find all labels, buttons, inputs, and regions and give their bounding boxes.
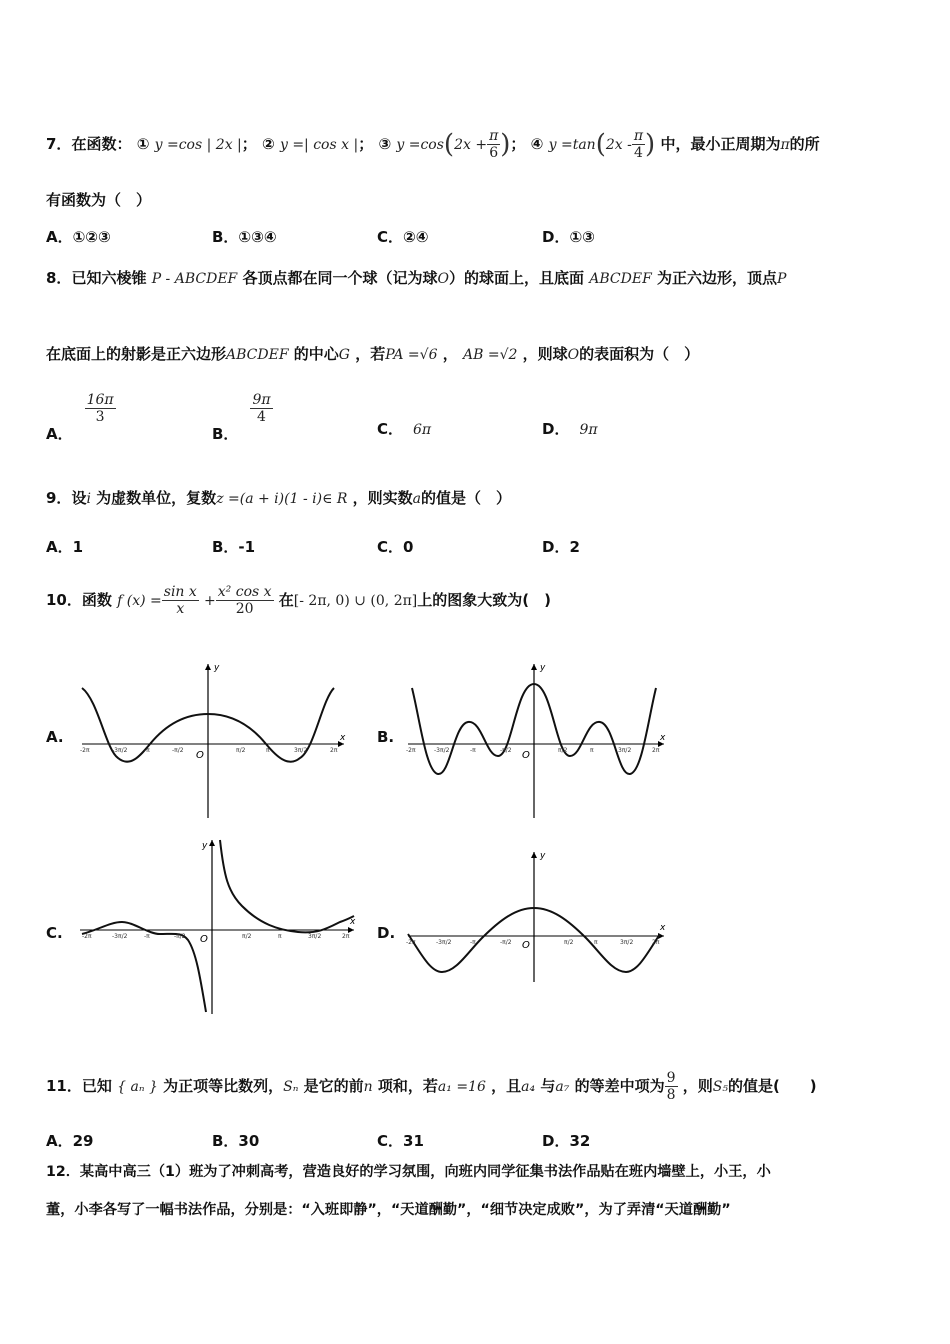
svg-text:π: π bbox=[590, 747, 594, 754]
svg-text:-π/2: -π/2 bbox=[500, 939, 512, 946]
q9-complex: z =(a + i)(1 - i)∈ R bbox=[216, 491, 348, 507]
q8-line1: 8．已知六棱锥 P - ABCDEF 各顶点都在同一个球（记为球O）的球面上，且底面 ABCDEF 为正六边形，顶点P bbox=[46, 269, 787, 287]
svg-text:-π: -π bbox=[144, 747, 150, 754]
svg-text:-π/2: -π/2 bbox=[172, 747, 184, 754]
q9-option-b[interactable]: B．-1 bbox=[212, 538, 256, 556]
q7-option-c[interactable]: C．②④ bbox=[377, 228, 429, 246]
q8-line2: 在底面上的射影是正六边形ABCDEF 的中心G ，若PA =√6 ， AB =√2 ，则球O的表面积为（ ） bbox=[46, 345, 700, 363]
svg-text:π/2: π/2 bbox=[236, 747, 246, 754]
q8-pyramid: P - ABCDEF bbox=[151, 271, 238, 287]
q9-line1: 9．设i 为虚数单位，复数z =(a + i)(1 - i)∈ R ，则实数a的值是（ ） bbox=[46, 489, 512, 507]
q12-line2: 董，小李各写了一幅书法作品，分别是：“入班即静”，“天道酬勤”，“细节决定成败”，为了弄清“天道酬勤” bbox=[46, 1202, 731, 1218]
svg-text:2π: 2π bbox=[652, 747, 660, 754]
q11-option-c[interactable]: C．31 bbox=[377, 1132, 424, 1150]
q9-option-a[interactable]: A．1 bbox=[46, 538, 84, 556]
svg-text:3π/2: 3π/2 bbox=[620, 939, 634, 946]
origin-label: O bbox=[522, 940, 530, 951]
svg-text:-π/2: -π/2 bbox=[174, 933, 186, 940]
svg-text:π/2: π/2 bbox=[558, 747, 568, 754]
svg-text:-3π/2: -3π/2 bbox=[112, 747, 128, 754]
q10-option-c[interactable]: C. bbox=[46, 924, 63, 942]
q7-func4: y =tan(2x - $\frac{\pi}{4}$ ) bbox=[548, 128, 656, 161]
q8-option-a[interactable]: A． $\frac{16\pi}{3}$ bbox=[46, 392, 114, 443]
y-axis-label: y bbox=[214, 663, 220, 673]
svg-text:π: π bbox=[266, 747, 270, 754]
x-axis-label: x bbox=[340, 733, 346, 743]
q9-option-c[interactable]: C．0 bbox=[377, 538, 414, 556]
q7-func1: y =cos | 2x | bbox=[154, 137, 242, 153]
q12-line1: 12．某高中高三（1）班为了冲刺高考，营造良好的学习氛围，向班内同学征集书法作品贴在班内墙壁上，小王，小 bbox=[46, 1164, 771, 1180]
svg-text:2π: 2π bbox=[342, 933, 350, 940]
svg-text:-2π: -2π bbox=[80, 747, 90, 754]
y-axis-label: y bbox=[540, 663, 546, 673]
q10-graph-d[interactable] bbox=[404, 848, 668, 984]
origin-label: O bbox=[522, 750, 530, 761]
svg-text:-3π/2: -3π/2 bbox=[434, 747, 450, 754]
svg-text:3π/2: 3π/2 bbox=[308, 933, 322, 940]
svg-text:2π: 2π bbox=[652, 939, 660, 946]
q10-graph-c[interactable] bbox=[78, 836, 358, 1016]
svg-text:-3π/2: -3π/2 bbox=[112, 933, 128, 940]
y-axis-label: y bbox=[540, 851, 546, 861]
svg-text:π: π bbox=[278, 933, 282, 940]
svg-text:-2π: -2π bbox=[406, 939, 416, 946]
q8-option-c[interactable]: C． 6π bbox=[377, 420, 432, 438]
q7-line1: 7．在函数： ① y =cos | 2x |； ② y =| cos x |； ③ y =cos(2x + $\frac{\pi}{6}$ )； ④ y =tan(2x - $\frac{\pi}{4}$ ) 中，最小正周期为π的所 bbox=[46, 128, 820, 161]
svg-text:π/2: π/2 bbox=[564, 939, 574, 946]
q8-option-b[interactable]: B． $\frac{9\pi}{4}$ bbox=[212, 392, 271, 443]
svg-text:-π/2: -π/2 bbox=[500, 747, 512, 754]
svg-text:-2π: -2π bbox=[406, 747, 416, 754]
q7-line2: 有函数为（ ） bbox=[46, 191, 152, 209]
q8-option-d[interactable]: D． 9π bbox=[542, 420, 598, 438]
svg-text:-π: -π bbox=[470, 747, 476, 754]
q9-option-d[interactable]: D．2 bbox=[542, 538, 580, 556]
svg-text:-2π: -2π bbox=[82, 933, 92, 940]
svg-text:3π/2: 3π/2 bbox=[618, 747, 632, 754]
q11-line1: 11．已知 { aₙ } 为正项等比数列，Sₙ 是它的前n 项和，若a₁ =16 ，且a₄ 与a₇ 的等差中项为 $\frac{9}{8}$ ，则S₅的值是( ) bbox=[46, 1070, 817, 1103]
svg-text:2π: 2π bbox=[330, 747, 338, 754]
x-axis-label: x bbox=[660, 733, 666, 743]
q7-func3: y =cos(2x + $\frac{\pi}{6}$ ) bbox=[396, 128, 511, 161]
svg-text:3π/2: 3π/2 bbox=[294, 747, 308, 754]
q10-graph-b[interactable] bbox=[404, 660, 668, 820]
svg-text:-π: -π bbox=[144, 933, 150, 940]
q7-option-a[interactable]: A．①②③ bbox=[46, 228, 111, 246]
q10-line1: 10．函数 f (x) = $\frac{\text{sin x}}{x}$ + $\frac{\text{x² cos x}}{20}$ 在[- 2π, 0) ∪ (0, 2π]上的图象大致为( ) bbox=[46, 584, 551, 617]
svg-text:π/2: π/2 bbox=[242, 933, 252, 940]
q7-func2: y =| cos x | bbox=[279, 137, 359, 153]
q10-graph-a[interactable] bbox=[78, 660, 348, 820]
svg-text:-3π/2: -3π/2 bbox=[436, 939, 452, 946]
q7-option-b[interactable]: B．①③④ bbox=[212, 228, 277, 246]
svg-text:-π: -π bbox=[470, 939, 476, 946]
svg-text:π: π bbox=[594, 939, 598, 946]
q11-option-d[interactable]: D．32 bbox=[542, 1132, 591, 1150]
q10-option-d[interactable]: D. bbox=[377, 924, 396, 942]
origin-label: O bbox=[196, 750, 204, 761]
q10-option-a[interactable]: A. bbox=[46, 728, 64, 746]
origin-label: O bbox=[200, 934, 208, 945]
q11-option-a[interactable]: A．29 bbox=[46, 1132, 94, 1150]
q11-option-b[interactable]: B．30 bbox=[212, 1132, 260, 1150]
q7-number: 7． bbox=[46, 135, 72, 153]
y-axis-label: y bbox=[202, 841, 208, 851]
x-axis-label: x bbox=[660, 923, 666, 933]
q10-option-b[interactable]: B. bbox=[377, 728, 395, 746]
x-axis-label: x bbox=[350, 917, 356, 927]
q7-option-d[interactable]: D．①③ bbox=[542, 228, 595, 246]
